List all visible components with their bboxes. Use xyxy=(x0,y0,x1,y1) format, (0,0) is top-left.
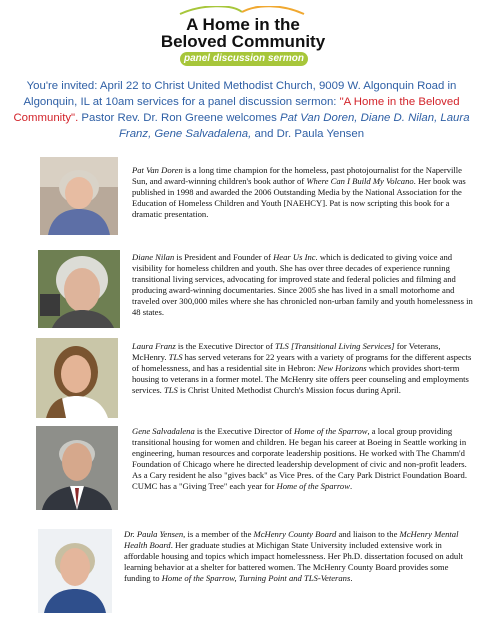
panelist-laura-franz xyxy=(0,338,483,418)
organization-name: McHenry County Board xyxy=(253,529,337,539)
bio-text: , is a member of the xyxy=(183,529,254,539)
bio-text: . xyxy=(350,572,353,583)
pat-van-doren-photo xyxy=(40,157,118,235)
diane-nilan-photo xyxy=(38,250,120,328)
panelist-pat-van-doren xyxy=(0,155,483,235)
panelist-diane-nilan xyxy=(0,250,483,330)
panelist-paula-yensen xyxy=(0,527,483,617)
diane-nilan-bio xyxy=(132,252,477,317)
organization-name: Hear Us Inc. xyxy=(273,252,318,262)
invitation-text xyxy=(10,78,473,142)
invite-details: You're invited: April 22 to Christ United Methodist Church, 9009 W. Algonquin Road in Algonquin, IL at 10am services for a panel discussion sermon: xyxy=(23,80,457,108)
panelist-name: Laura Franz xyxy=(132,341,176,351)
panelist-gene-salvadalena xyxy=(0,424,483,514)
pat-van-doren-bio xyxy=(132,165,477,220)
gene-salvadalena-photo xyxy=(36,426,118,510)
paula-yensen-photo xyxy=(38,529,112,613)
logo-line-1: A Home in the xyxy=(186,15,300,34)
organization-name: TLS [Transitional Living Services] xyxy=(274,341,395,351)
panelist-name: Diane Nilan xyxy=(132,252,175,262)
bio-text: , a local group providing transitional housing for women and children. He began his career at Boeing in Seattle working in engineering, human resources and corporate leadership positions. He worked with The Chamm'd Foundation of Chicago where he directed leadership development of civic and non-profit leaders. As a Cary resident he also "gives back" as Vice Pres. of the Cary Park District Foundation Board. CUMC has a "Giving Tree" each year for xyxy=(132,426,467,491)
bio-text: . xyxy=(349,480,353,491)
sermon-title: "A Home in the Beloved Community". xyxy=(13,96,460,124)
bio-text: . Her graduate studies at Michigan State University included extensive work in affordable housing and topics which impact homelessness. Her Ph.D. dissertation focused on adult learning behavior at a shelter for battered women. The McHenry County Board provides some funding to xyxy=(124,539,463,583)
bio-text: which provides short-term housing to veterans in a former motel. The McHenry site offers peer counseling and employments services. xyxy=(132,362,469,395)
panelist-names: Pat Van Doren, Diane D. Nilan, Laura Franz, Gene Salvadalena, xyxy=(118,112,470,140)
organization-name: Home of the Sparrow xyxy=(294,426,368,436)
bio-text: and liaison to the xyxy=(336,529,400,539)
laura-franz-photo xyxy=(36,338,118,418)
organization-name: Home of the Sparrow, Turning Point and TLS-Veterans xyxy=(161,572,351,583)
paula-yensen-bio xyxy=(124,529,476,584)
pastor-welcome: Pastor Rev. Dr. Ron Greene welcomes xyxy=(78,112,280,124)
panelist-name: Pat Van Doren xyxy=(132,165,183,175)
logo-tagline: panel discussion sermon xyxy=(180,52,308,66)
logo xyxy=(158,6,328,68)
bio-text: . Her book was published in 1998 and awarded the 2006 Outstanding Media by the National Association for the Education of Homeless Children and Youth [NAEHCY]. Pat is now scripting this book for a dramatic presentation. xyxy=(132,175,466,219)
organization-name: TLS xyxy=(168,351,183,362)
panelist-last-name: Dr. Paula Yensen xyxy=(276,128,365,140)
bio-text: is a long time champion for the homeless, past photojournalist for the Naperville Sun, and award-winning children's book author of xyxy=(132,165,462,186)
panelist-name: Gene Salvadalena xyxy=(132,426,195,436)
organization-name: Home of the Sparrow xyxy=(276,480,350,491)
logo-line-2: Beloved Community xyxy=(160,32,326,51)
organization-name: New Horizons xyxy=(317,362,367,373)
bio-text: is the Executive Director of xyxy=(194,426,295,436)
bio-text: for Veterans, McHenry. xyxy=(132,341,441,362)
bio-text: is President and Founder of xyxy=(174,252,274,262)
laura-franz-bio xyxy=(132,341,477,396)
gene-salvadalena-bio xyxy=(132,426,477,491)
bio-text: is the Executive Director of xyxy=(175,341,275,351)
bio-text: which is dedicated to giving voice and visibility for homeless children and youth. She has over three decades of experience running transitional living services, advocating for improved state and federal policies and filming and producing award-winning documentaries. Since 2005 she has lived in a small motorhome and traveled over 300,000 miles where she has chronicled non-urban family and youth homelessness in 48 states. xyxy=(132,252,473,317)
organization-name: McHenry Mental Health Board xyxy=(124,529,459,550)
bio-text: is Christ United Methodist Church's Mission focus during April. xyxy=(177,384,401,395)
book-title: Where Can I Build My Volcano xyxy=(306,175,414,186)
bio-text: has served veterans for 22 years with a variety of programs for the different aspects of homelessness, and has a residential site in Hebron: xyxy=(132,351,472,373)
panelist-name: Dr. Paula Yensen xyxy=(124,529,184,539)
invite-and: and xyxy=(251,128,277,140)
organization-name: TLS xyxy=(163,384,178,395)
